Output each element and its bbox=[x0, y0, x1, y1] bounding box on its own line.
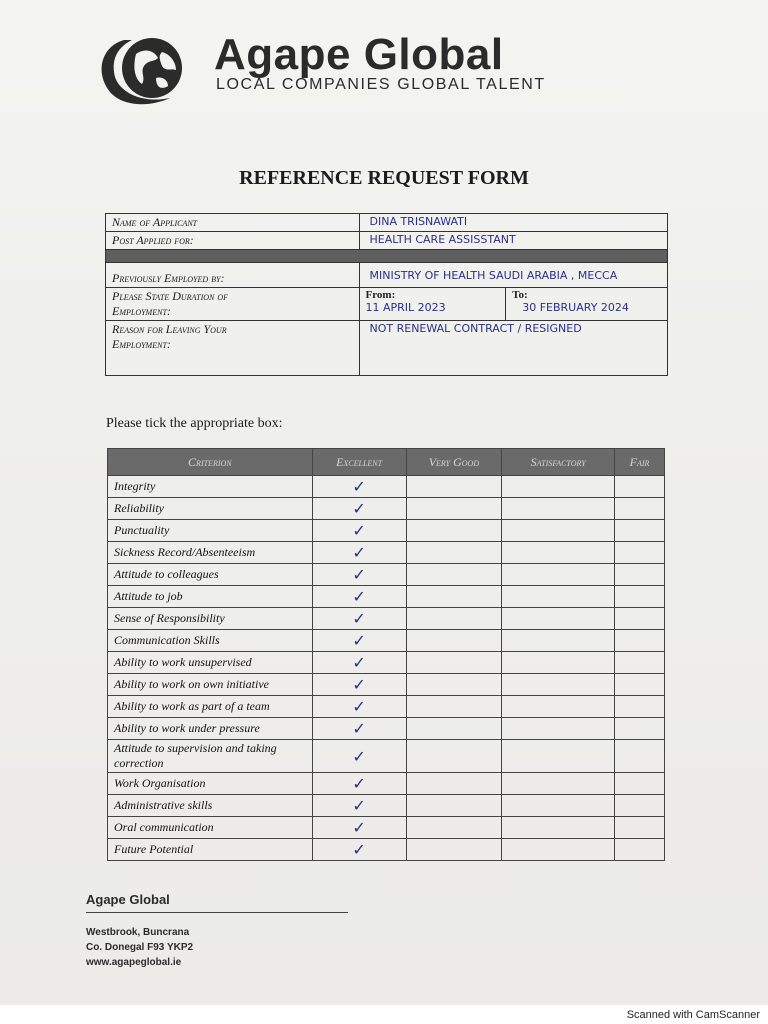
brand-name: Agape Global bbox=[214, 30, 504, 79]
excellent-checkbox[interactable]: ✓ bbox=[312, 608, 406, 630]
table-row bbox=[108, 795, 665, 817]
rating-checkbox[interactable] bbox=[502, 839, 615, 861]
rating-checkbox[interactable] bbox=[502, 773, 615, 795]
rating-checkbox[interactable] bbox=[502, 542, 615, 564]
label-previous-employer: Previously Employed by: bbox=[106, 263, 360, 288]
table-row bbox=[108, 542, 665, 564]
rating-checkbox[interactable] bbox=[502, 498, 615, 520]
criterion-label: Ability to work as part of a team bbox=[108, 696, 313, 718]
label-reason-line2: Employment: bbox=[112, 337, 171, 351]
table-row bbox=[108, 652, 665, 674]
rating-checkbox[interactable] bbox=[615, 773, 665, 795]
rating-checkbox[interactable] bbox=[615, 795, 665, 817]
rating-checkbox[interactable] bbox=[615, 498, 665, 520]
table-row bbox=[108, 520, 665, 542]
excellent-checkbox[interactable]: ✓ bbox=[312, 630, 406, 652]
table-row bbox=[108, 674, 665, 696]
rating-checkbox[interactable] bbox=[406, 476, 502, 498]
value-previous-employer[interactable]: MINISTRY OF HEALTH SAUDI ARABIA , MECCA bbox=[359, 263, 668, 288]
rating-checkbox[interactable] bbox=[406, 773, 502, 795]
rating-checkbox[interactable] bbox=[615, 718, 665, 740]
rating-checkbox[interactable] bbox=[615, 652, 665, 674]
excellent-checkbox[interactable]: ✓ bbox=[312, 498, 406, 520]
excellent-checkbox[interactable]: ✓ bbox=[312, 476, 406, 498]
excellent-checkbox[interactable]: ✓ bbox=[312, 564, 406, 586]
rating-checkbox[interactable] bbox=[502, 795, 615, 817]
row-previous-employer bbox=[106, 263, 668, 288]
table-row bbox=[108, 564, 665, 586]
rating-checkbox[interactable] bbox=[615, 586, 665, 608]
footer-divider bbox=[86, 912, 348, 913]
value-to: 30 FEBRUARY 2024 bbox=[522, 301, 629, 314]
label-duration bbox=[106, 288, 360, 321]
criteria-header-0: Criterion bbox=[108, 449, 313, 476]
criterion-label: Future Potential bbox=[108, 839, 313, 861]
criteria-table bbox=[107, 448, 665, 861]
row-applicant-name bbox=[106, 214, 668, 232]
criterion-label: Ability to work on own initiative bbox=[108, 674, 313, 696]
label-reason-line1: Reason for Leaving Your bbox=[112, 322, 227, 336]
applicant-table bbox=[105, 213, 668, 376]
rating-checkbox[interactable] bbox=[406, 795, 502, 817]
rating-checkbox[interactable] bbox=[406, 718, 502, 740]
excellent-checkbox[interactable]: ✓ bbox=[312, 696, 406, 718]
excellent-checkbox[interactable]: ✓ bbox=[312, 542, 406, 564]
value-applicant-name[interactable]: DINA TRISNAWATI bbox=[359, 214, 668, 232]
rating-checkbox[interactable] bbox=[406, 564, 502, 586]
label-duration-line2: Employment: bbox=[112, 304, 171, 318]
criterion-label: Ability to work under pressure bbox=[108, 718, 313, 740]
rating-checkbox[interactable] bbox=[615, 564, 665, 586]
row-reason bbox=[106, 321, 668, 376]
criterion-label: Communication Skills bbox=[108, 630, 313, 652]
rating-checkbox[interactable] bbox=[615, 476, 665, 498]
scanner-watermark: Scanned with CamScanner bbox=[626, 1009, 760, 1021]
excellent-checkbox[interactable]: ✓ bbox=[312, 839, 406, 861]
rating-checkbox[interactable] bbox=[406, 630, 502, 652]
footer-website[interactable]: www.agapeglobal.ie bbox=[86, 957, 182, 968]
criterion-label: Sense of Responsibility bbox=[108, 608, 313, 630]
table-row bbox=[108, 608, 665, 630]
rating-checkbox[interactable] bbox=[615, 630, 665, 652]
value-from: 11 APRIL 2023 bbox=[365, 301, 446, 314]
table-row bbox=[108, 839, 665, 861]
criterion-label: Punctuality bbox=[108, 520, 313, 542]
excellent-checkbox[interactable]: ✓ bbox=[312, 674, 406, 696]
rating-checkbox[interactable] bbox=[406, 817, 502, 839]
rating-checkbox[interactable] bbox=[406, 839, 502, 861]
cell-from[interactable] bbox=[359, 288, 506, 321]
cell-to[interactable] bbox=[506, 288, 668, 321]
rating-checkbox[interactable] bbox=[502, 586, 615, 608]
rating-checkbox[interactable] bbox=[615, 608, 665, 630]
rating-checkbox[interactable] bbox=[406, 586, 502, 608]
rating-checkbox[interactable] bbox=[406, 696, 502, 718]
table-row bbox=[108, 740, 665, 773]
rating-checkbox[interactable] bbox=[406, 520, 502, 542]
rating-checkbox[interactable] bbox=[615, 520, 665, 542]
rating-checkbox[interactable] bbox=[406, 652, 502, 674]
criteria-header-row bbox=[108, 449, 665, 476]
rating-checkbox[interactable] bbox=[502, 608, 615, 630]
rating-checkbox[interactable] bbox=[406, 608, 502, 630]
label-to: To: bbox=[512, 289, 528, 301]
rating-checkbox[interactable] bbox=[406, 740, 502, 773]
rating-checkbox[interactable] bbox=[615, 839, 665, 861]
rating-checkbox[interactable] bbox=[502, 718, 615, 740]
form-title: REFERENCE REQUEST FORM bbox=[239, 167, 529, 189]
criterion-label: Reliability bbox=[108, 498, 313, 520]
rating-checkbox[interactable] bbox=[502, 652, 615, 674]
logo bbox=[96, 30, 596, 110]
table-row bbox=[108, 498, 665, 520]
rating-checkbox[interactable] bbox=[502, 740, 615, 773]
rating-checkbox[interactable] bbox=[502, 674, 615, 696]
table-row bbox=[108, 718, 665, 740]
table-row bbox=[108, 817, 665, 839]
rating-checkbox[interactable] bbox=[615, 674, 665, 696]
rating-checkbox[interactable] bbox=[502, 696, 615, 718]
table-row bbox=[108, 696, 665, 718]
excellent-checkbox[interactable]: ✓ bbox=[312, 718, 406, 740]
excellent-checkbox[interactable]: ✓ bbox=[312, 740, 406, 773]
brand-tagline: LOCAL COMPANIES GLOBAL TALENT bbox=[216, 76, 546, 93]
label-post-applied: Post Applied for: bbox=[106, 232, 360, 250]
excellent-checkbox[interactable]: ✓ bbox=[312, 586, 406, 608]
criterion-label: Integrity bbox=[108, 476, 313, 498]
criterion-label: Administrative skills bbox=[108, 795, 313, 817]
label-applicant-name: Name of Applicant bbox=[106, 214, 360, 232]
label-reason bbox=[106, 321, 360, 376]
criterion-label: Sickness Record/Absenteeism bbox=[108, 542, 313, 564]
rating-checkbox[interactable] bbox=[502, 564, 615, 586]
footer-address-2: Co. Donegal F93 YKP2 bbox=[86, 942, 194, 953]
criterion-label: Attitude to supervision and taking correction bbox=[108, 740, 313, 773]
rating-checkbox[interactable] bbox=[502, 817, 615, 839]
rating-checkbox[interactable] bbox=[406, 498, 502, 520]
criterion-label: Attitude to colleagues bbox=[108, 564, 313, 586]
criteria-header-4: Fair bbox=[615, 449, 665, 476]
table-row bbox=[108, 773, 665, 795]
label-duration-line1: Please State Duration of bbox=[112, 289, 229, 303]
excellent-checkbox[interactable]: ✓ bbox=[312, 773, 406, 795]
divider-bar bbox=[106, 250, 668, 263]
instruction-text: Please tick the appropriate box: bbox=[106, 416, 283, 431]
excellent-checkbox[interactable]: ✓ bbox=[312, 817, 406, 839]
footer-address-1: Westbrook, Buncrana bbox=[86, 927, 190, 938]
criteria-header-1: Excellent bbox=[312, 449, 406, 476]
rating-checkbox[interactable] bbox=[615, 817, 665, 839]
table-row bbox=[108, 586, 665, 608]
value-reason[interactable]: NOT RENEWAL CONTRACT / RESIGNED bbox=[359, 321, 668, 376]
rating-checkbox[interactable] bbox=[615, 542, 665, 564]
row-duration bbox=[106, 288, 668, 321]
rating-checkbox[interactable] bbox=[615, 696, 665, 718]
excellent-checkbox[interactable]: ✓ bbox=[312, 652, 406, 674]
rating-checkbox[interactable] bbox=[502, 520, 615, 542]
criteria-header-2: Very Good bbox=[406, 449, 502, 476]
value-post-applied[interactable]: HEALTH CARE ASSISSTANT bbox=[359, 232, 668, 250]
table-row bbox=[108, 630, 665, 652]
row-post-applied bbox=[106, 232, 668, 250]
excellent-checkbox[interactable]: ✓ bbox=[312, 520, 406, 542]
criterion-label: Ability to work unsupervised bbox=[108, 652, 313, 674]
rating-checkbox[interactable] bbox=[615, 740, 665, 773]
criterion-label: Attitude to job bbox=[108, 586, 313, 608]
rating-checkbox[interactable] bbox=[406, 674, 502, 696]
criteria-header-3: Satisfactory bbox=[502, 449, 615, 476]
rating-checkbox[interactable] bbox=[502, 476, 615, 498]
rating-checkbox[interactable] bbox=[406, 542, 502, 564]
footer-brand: Agape Global bbox=[86, 892, 170, 907]
globe-swoosh-icon bbox=[96, 32, 196, 108]
rating-checkbox[interactable] bbox=[502, 630, 615, 652]
footer bbox=[86, 892, 348, 970]
label-from: From: bbox=[365, 289, 396, 301]
criterion-label: Work Organisation bbox=[108, 773, 313, 795]
criterion-label: Oral communication bbox=[108, 817, 313, 839]
table-row bbox=[108, 476, 665, 498]
excellent-checkbox[interactable]: ✓ bbox=[312, 795, 406, 817]
